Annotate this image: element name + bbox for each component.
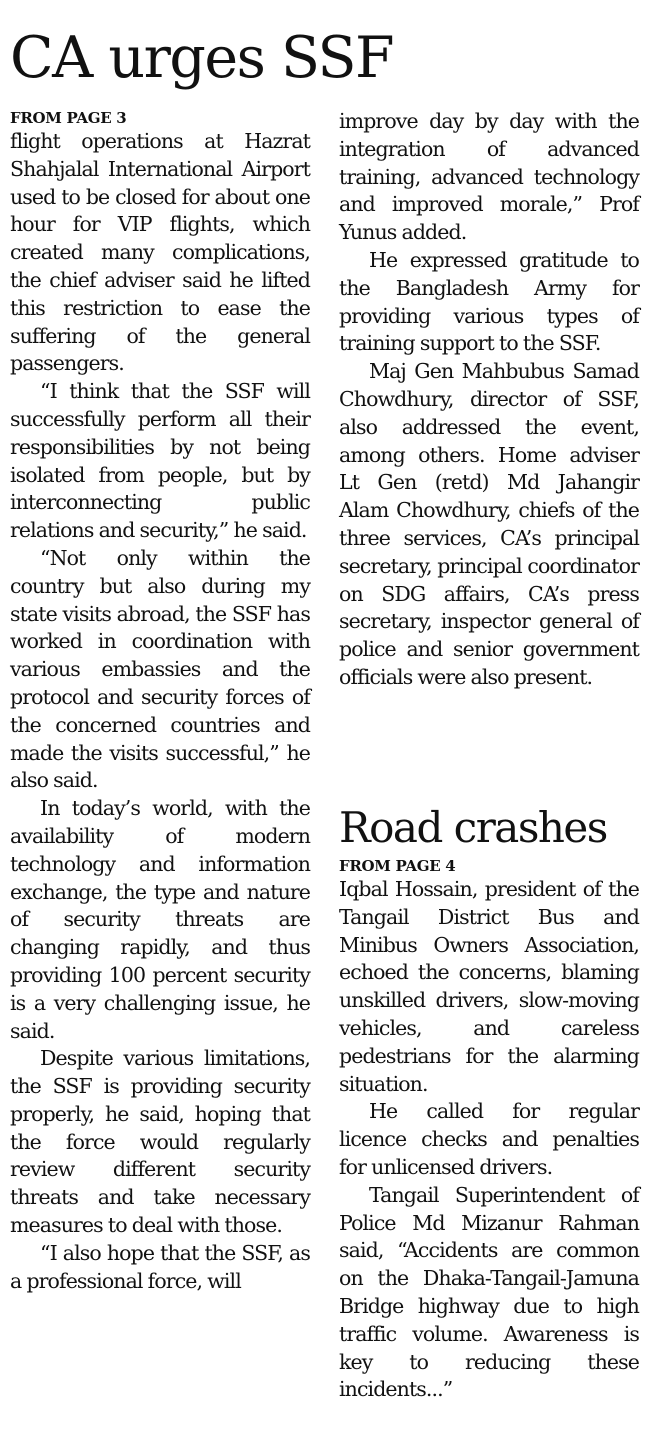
story-paragraph: improve day by day with the integration of advanced training, advanced technology and improved morale,” Prof Yunus added. xyxy=(339,109,639,245)
story-paragraph: He expressed gratitude to the Bangladesh Army for providing various types of training support to the SSF. xyxy=(339,247,639,356)
story-paragraph: Maj Gen Mahbubus Samad Chowdhury, director of SSF, also addressed the event, among others. Home adviser Lt Gen (retd) Md Jahangir Alam Chowdhury, chiefs of the three services, CA’s principal secretary, principal coordinator on SDG affairs, CA’s press secretary, inspector general of police and senior government officials were also present. xyxy=(339,359,639,689)
story-paragraph: Tangail Superintendent of Police Md Mizanur Rahman said, “Accidents are common on the Dhaka-Tangail-Jamuna Bridge highway due to high traffic volume. Awareness is key to reducing these incidents...” xyxy=(339,1182,639,1402)
story-paragraph: flight operations at Hazrat Shahjalal International Airport used to be closed for about one hour for VIP flights, which created many complications, the chief adviser said he lifted this restriction to ease the suffering of the general passengers. xyxy=(10,129,310,376)
jump-label: FROM PAGE 4 xyxy=(339,857,456,875)
story-paragraph: “Not only within the country but also during my state visits abroad, the SSF has worked in coordination with various embassies and the protocol and security forces of the concerned countries and made the visits successful,” he also said. xyxy=(10,545,310,793)
story-left-column xyxy=(10,108,310,1295)
story-paragraph: He called for regular licence checks and penalties for unlicensed drivers. xyxy=(339,1099,639,1179)
story-paragraph: “I think that the SSF will successfully perform all their responsibilities by not being isolated from people, but by interconnecting public relations and security,” he said. xyxy=(10,379,310,543)
story-paragraph: Iqbal Hossain, president of the Tangail District Bus and Minibus Owners Association, echoed the concerns, blaming unskilled drivers, slow-moving vehicles, and careless pedestrians for the alarming situation. xyxy=(339,877,639,1096)
road-crashes-story xyxy=(339,800,639,1404)
story-headline: CA urges SSF xyxy=(10,25,394,91)
story-paragraph: “I also hope that the SSF, as a professional force, will xyxy=(10,1240,310,1293)
story-paragraph: Despite various limitations, the SSF is providing security properly, he said, hoping that the force would regularly review different security threats and take necessary measures to deal with those. xyxy=(10,1046,310,1238)
jump-label: FROM PAGE 3 xyxy=(10,109,127,127)
story-headline: Road crashes xyxy=(339,803,607,852)
story-right-column xyxy=(339,108,639,692)
story-paragraph: In today’s world, with the availability of modern technology and information exchange, the type and nature of security threats are changing rapidly, and thus providing 100 percent security is a very challenging issue, he said. xyxy=(10,796,310,1043)
